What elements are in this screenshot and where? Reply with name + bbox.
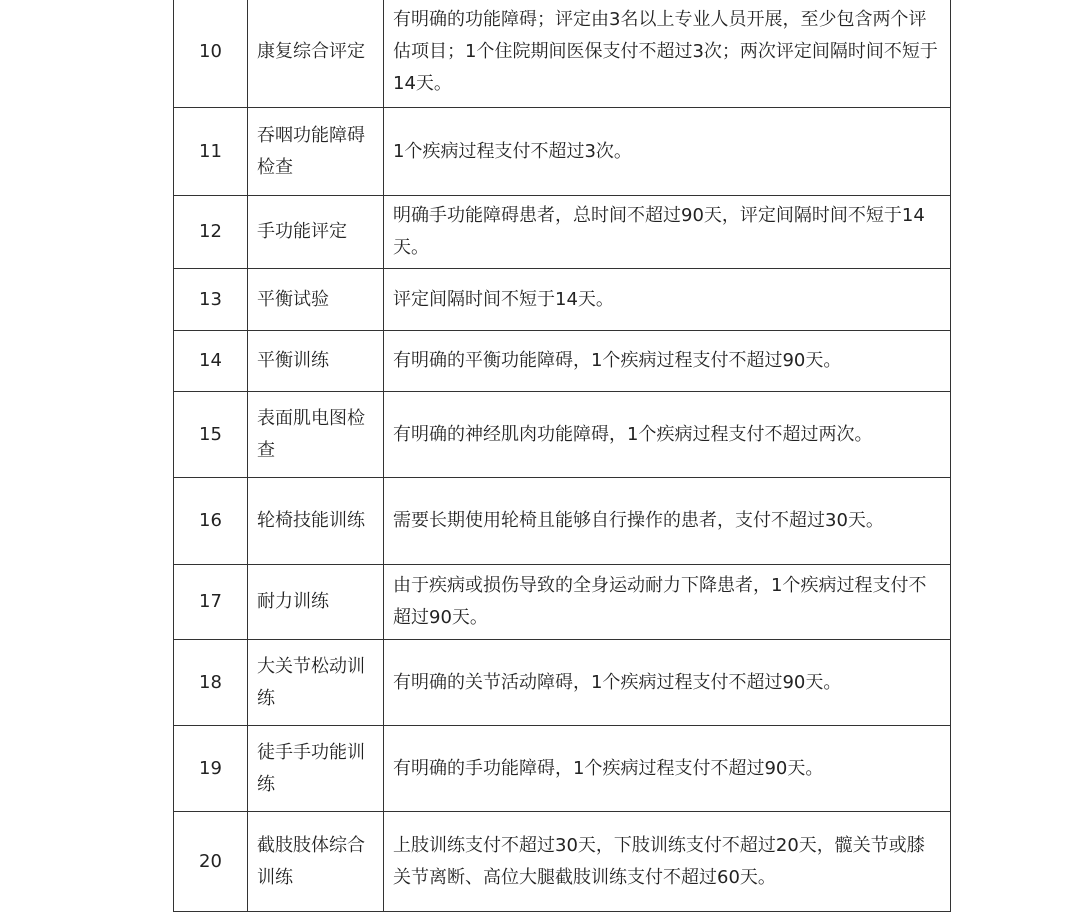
item-description: 需要长期使用轮椅且能够自行操作的患者，支付不超过30天。: [384, 478, 951, 565]
row-number: 19: [174, 726, 248, 812]
item-name: 吞咽功能障碍检查: [248, 108, 384, 196]
row-number: 14: [174, 331, 248, 392]
row-number: 18: [174, 640, 248, 726]
item-description: 1个疾病过程支付不超过3次。: [384, 108, 951, 196]
item-description: 有明确的关节活动障碍，1个疾病过程支付不超过90天。: [384, 640, 951, 726]
item-description: 有明确的平衡功能障碍，1个疾病过程支付不超过90天。: [384, 331, 951, 392]
item-description: 有明确的功能障碍；评定由3名以上专业人员开展，至少包含两个评估项目；1个住院期间医保支付不超过3次；两次评定间隔时间不短于14天。: [384, 0, 951, 108]
item-name: 平衡试验: [248, 269, 384, 331]
table-row: [174, 640, 951, 726]
row-number: 13: [174, 269, 248, 331]
item-description: 有明确的手功能障碍，1个疾病过程支付不超过90天。: [384, 726, 951, 812]
table-row: [174, 196, 951, 269]
item-description: 有明确的神经肌肉功能障碍，1个疾病过程支付不超过两次。: [384, 392, 951, 478]
item-name: 表面肌电图检查: [248, 392, 384, 478]
row-number: 17: [174, 565, 248, 640]
table-row: [174, 812, 951, 912]
table-row: [174, 0, 951, 108]
item-name: 手功能评定: [248, 196, 384, 269]
item-name: 徒手手功能训练: [248, 726, 384, 812]
row-number: 12: [174, 196, 248, 269]
item-name: 耐力训练: [248, 565, 384, 640]
item-name: 平衡训练: [248, 331, 384, 392]
row-number: 11: [174, 108, 248, 196]
item-name: 轮椅技能训练: [248, 478, 384, 565]
item-description: 由于疾病或损伤导致的全身运动耐力下降患者，1个疾病过程支付不超过90天。: [384, 565, 951, 640]
item-description: 上肢训练支付不超过30天，下肢训练支付不超过20天，髋关节或膝关节离断、高位大腿截肢训练支付不超过60天。: [384, 812, 951, 912]
table-row: [174, 478, 951, 565]
table-row: [174, 331, 951, 392]
table-row: [174, 726, 951, 812]
table-row: [174, 565, 951, 640]
item-name: 康复综合评定: [248, 0, 384, 108]
item-name: 大关节松动训练: [248, 640, 384, 726]
table-row: [174, 392, 951, 478]
row-number: 16: [174, 478, 248, 565]
table-row: [174, 108, 951, 196]
rules-table: [173, 0, 951, 912]
row-number: 15: [174, 392, 248, 478]
row-number: 10: [174, 0, 248, 108]
row-number: 20: [174, 812, 248, 912]
item-description: 明确手功能障碍患者，总时间不超过90天，评定间隔时间不短于14天。: [384, 196, 951, 269]
item-description: 评定间隔时间不短于14天。: [384, 269, 951, 331]
item-name: 截肢肢体综合训练: [248, 812, 384, 912]
table-row: [174, 269, 951, 331]
